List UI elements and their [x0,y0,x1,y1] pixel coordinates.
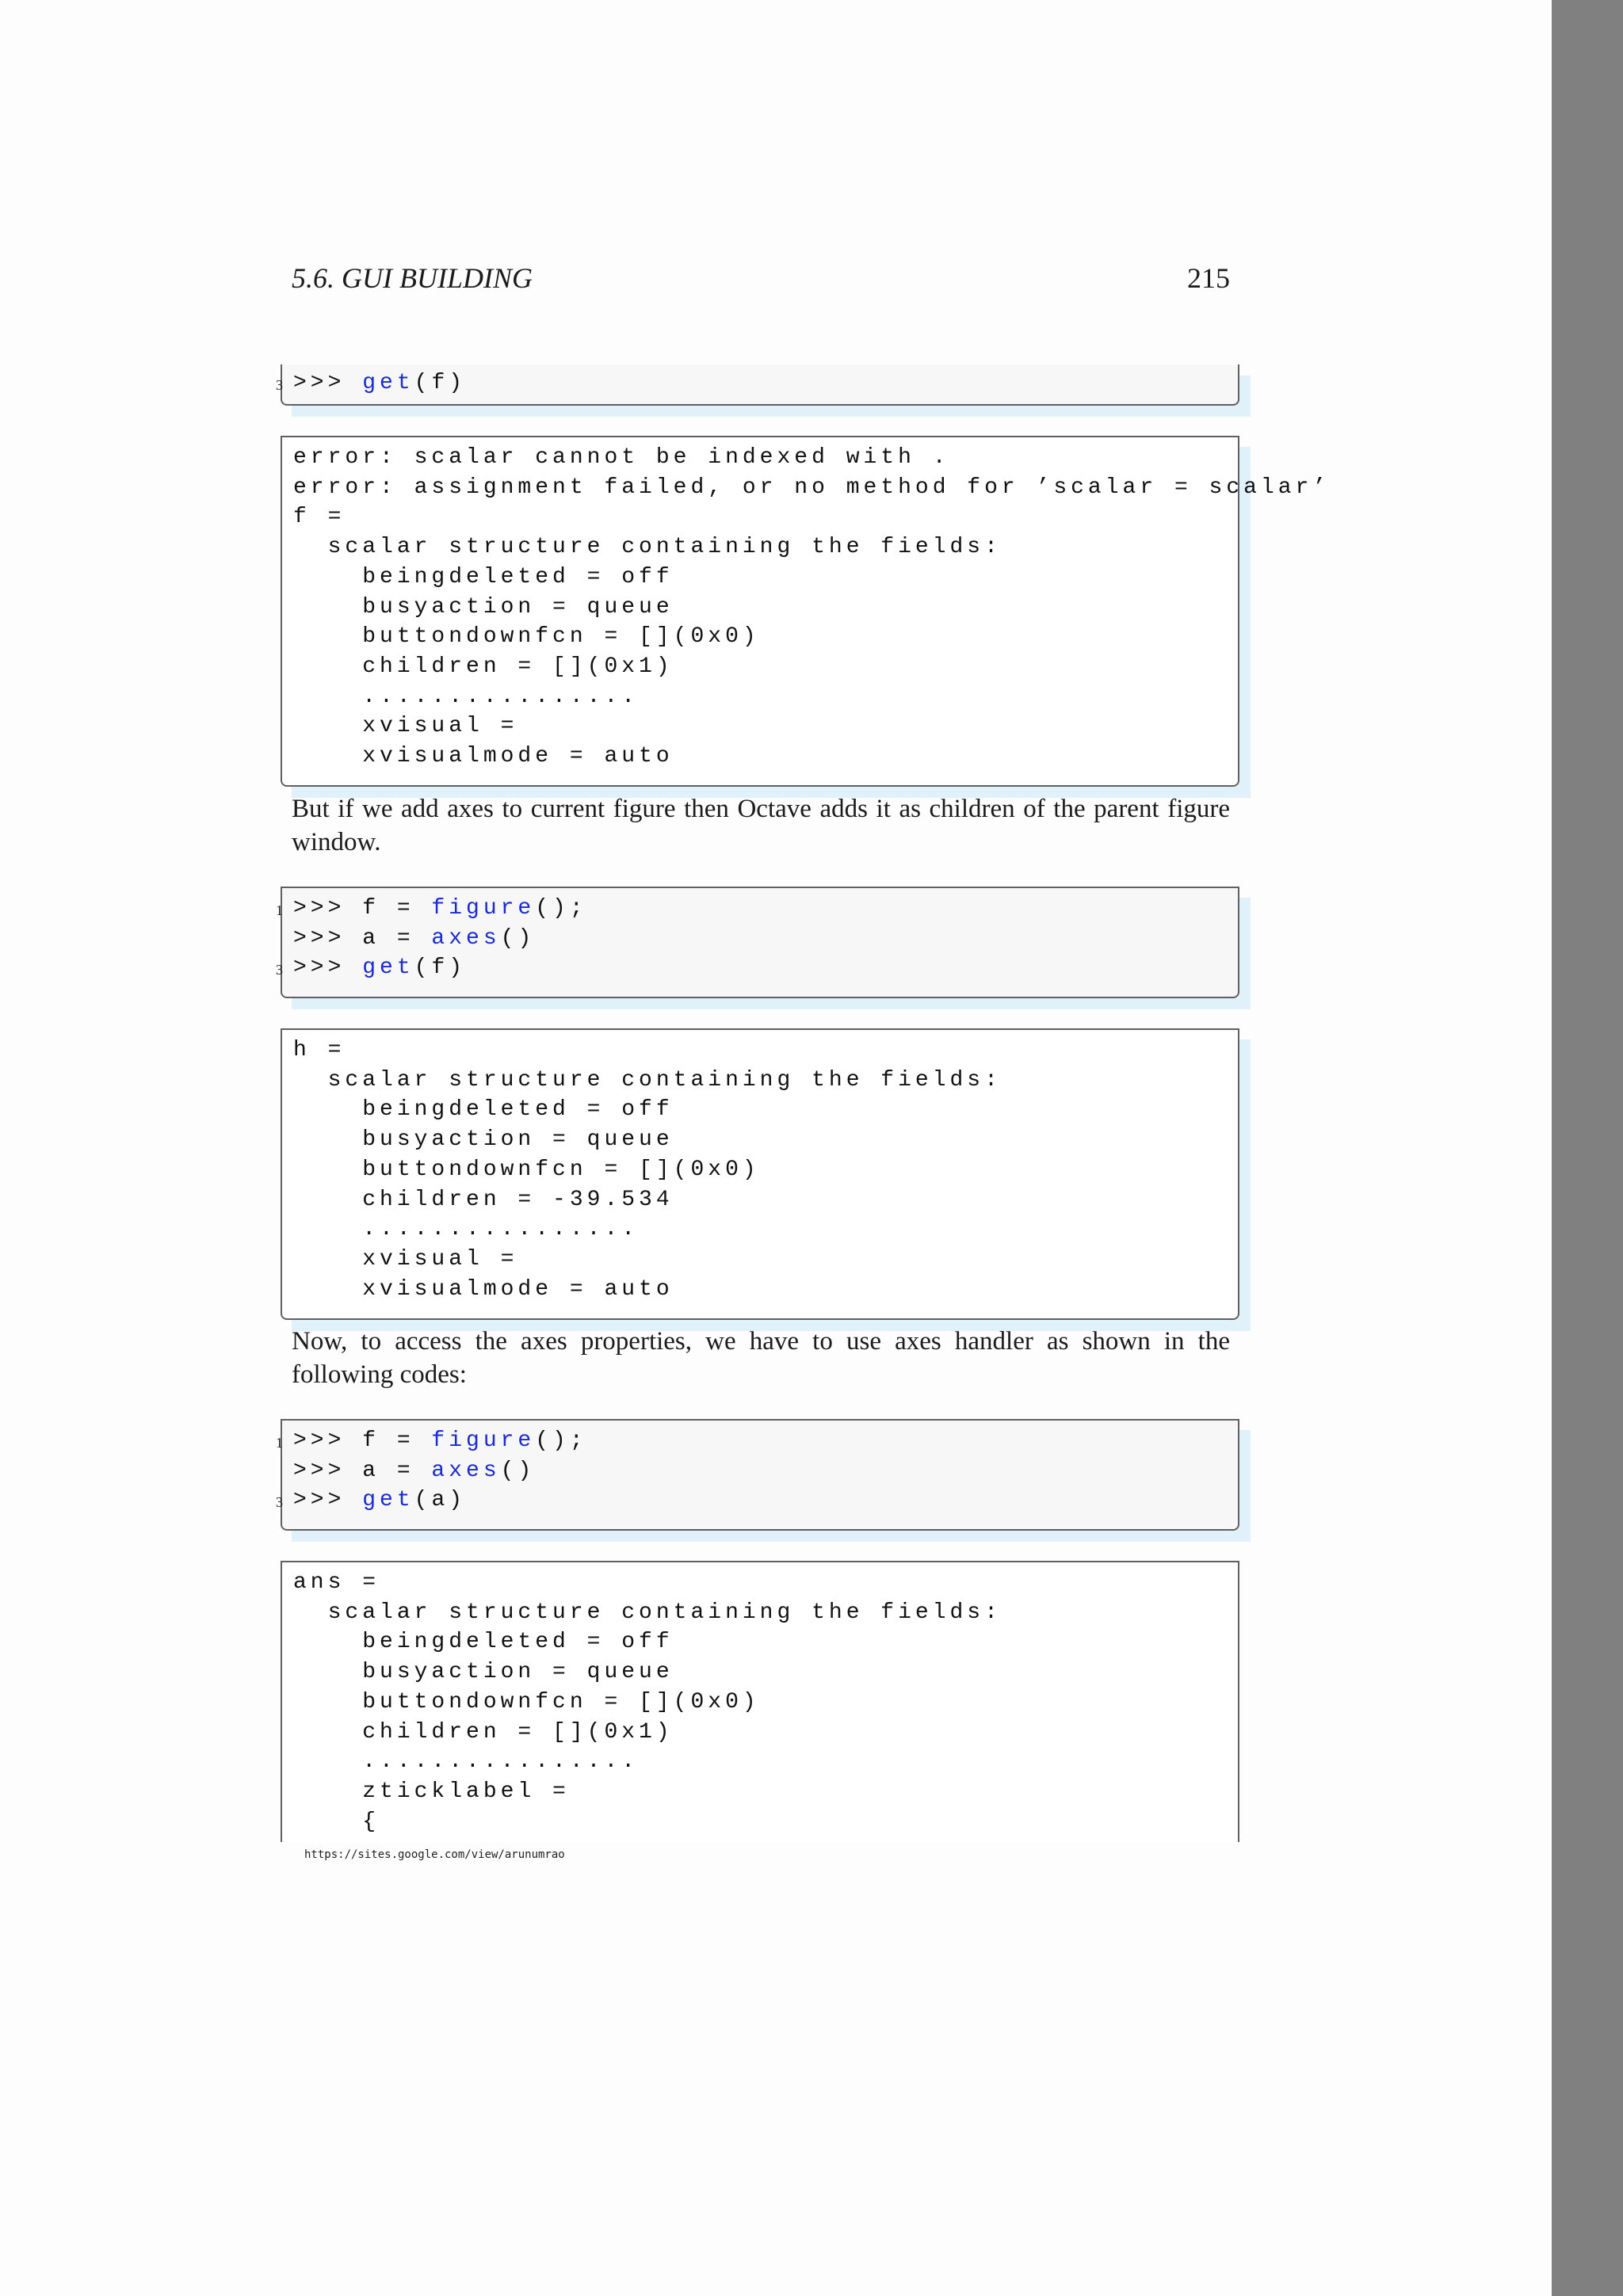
code-line: scalar structure containing the fields: [293,1600,1002,1625]
code-line: buttondownfcn = [](0x0) [293,1689,760,1714]
code-line: beingdeleted = off [293,564,674,589]
paragraph: Now, to access the axes properties, we have to use axes handler as shown in the following codes: [292,1327,1230,1389]
code-line: 3 >>> get(f) [276,955,467,981]
code-line: h = [293,1038,346,1062]
code-line: xvisualmode = auto [293,1276,674,1302]
code-line: error: scalar cannot be indexed with . [293,445,950,470]
code-line: xvisual = [293,1246,518,1272]
code-keyword: figure [431,896,536,921]
code-keyword: get [362,955,414,981]
code-line: { [293,1809,380,1834]
code-line: ................ [293,1217,640,1242]
line-number: 3 [276,962,287,978]
code-line: 1 >>> f = figure(); [276,896,587,921]
code-line: busyaction = queue [293,594,674,620]
code-line: 1 >>> f = figure(); [276,1428,587,1453]
code-line: children = -39.534 [293,1187,674,1212]
code-line: 3 >>> get(a) [276,1488,467,1513]
section-title: 5.6. GUI BUILDING [292,262,533,294]
code-output-block [281,1561,1239,1842]
code-line: >>> a = axes() [293,925,536,951]
code-line: beingdeleted = off [293,1097,674,1123]
page-number: 215 [1187,262,1230,294]
code-keyword: axes [431,1458,501,1483]
code-output-block [281,436,1331,787]
code-input-block [276,1419,1239,1531]
code-line: scalar structure containing the fields: [293,535,1002,560]
code-input-block [276,364,1239,406]
code-keyword: figure [431,1428,536,1453]
code-line: zticklabel = [293,1779,570,1804]
code-line: children = [](0x1) [293,1719,674,1745]
code-line: ans = [293,1570,380,1595]
footer-url: https://sites.google.com/view/arunumrao [304,1848,565,1861]
code-line: xvisualmode = auto [293,744,674,769]
line-number: 1 [276,902,287,918]
line-number: 3 [276,377,287,393]
code-line: scalar structure containing the fields: [293,1067,1002,1093]
code-line: f = [293,505,346,530]
code-line: xvisual = [293,714,518,739]
page-edge-bar [1552,0,1623,2296]
code-line: 3 >>> get(f) [276,371,467,395]
code-keyword: get [362,371,414,395]
code-keyword: axes [431,925,501,951]
code-line: busyaction = queue [293,1127,674,1153]
code-line: buttondownfcn = [](0x0) [293,624,760,650]
code-line: >>> a = axes() [293,1458,536,1483]
code-line: beingdeleted = off [293,1630,674,1655]
page-header [292,261,1230,301]
code-line: ................ [293,684,640,709]
paragraph: But if we add axes to current figure then Octave adds it as children of the parent figure window. [292,795,1230,856]
code-line: buttondownfcn = [](0x0) [293,1157,760,1182]
code-input-block [276,887,1239,998]
code-keyword: get [362,1488,414,1513]
line-number: 1 [276,1435,287,1451]
line-number: 3 [276,1494,287,1511]
code-line: ................ [293,1749,640,1775]
code-line: children = [](0x1) [293,654,674,679]
code-line: error: assignment failed, or no method for ’scalar = scalar’ [293,475,1331,500]
code-output-block [281,1028,1239,1320]
code-line: busyaction = queue [293,1660,674,1685]
